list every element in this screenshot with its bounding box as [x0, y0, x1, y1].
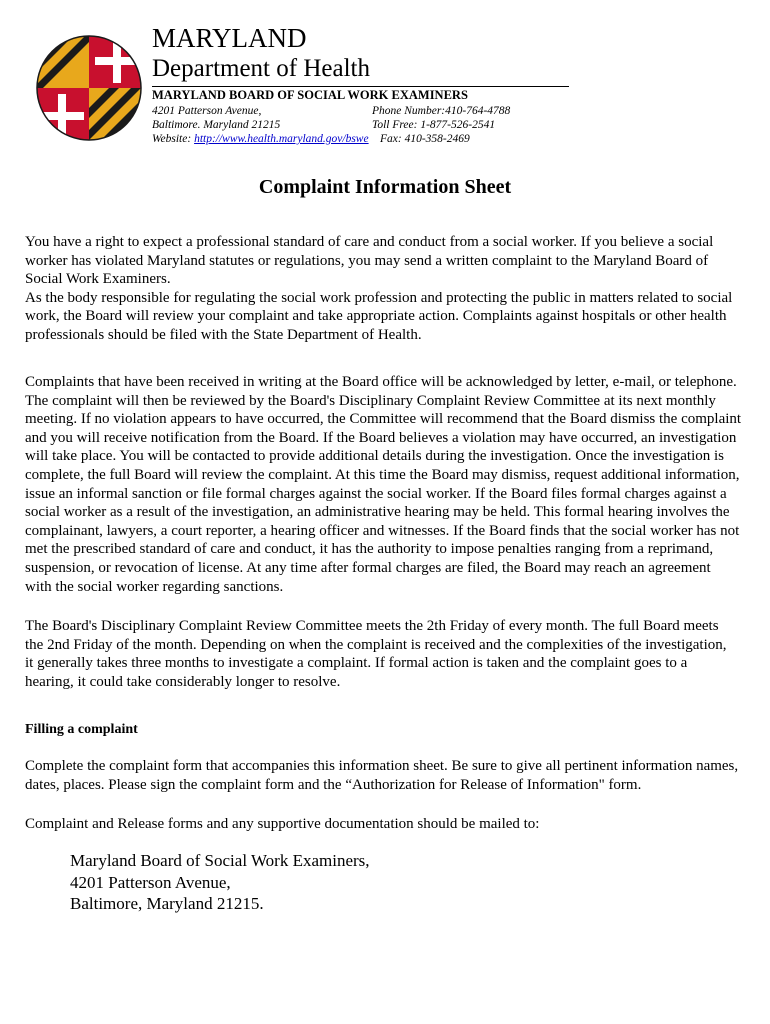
process-paragraph: Complaints that have been received in writing at the Board office will be acknowledged by letter, e-mail, or telephone. The complaint will then be reviewed by the Board's Disciplinary Complaint Review Committee at its next monthly meeting. If no violation appears to have occurred, the Committee will recommend that the Board dismiss the complaint and you will receive notification from the Board. If the Board believes a violation may have occurred, an investigation will take place. You will be contacted to provide additional details during the investigation. Once the investigation is complete, the full Board will review the complaint. At this time the Board may dismiss, request additional information, issue an informal sanction or file formal charges against the social worker. If the Board files formal charges against a social worker as a result of the investigation, an administrative hearing may be held. This formal hearing involves the complainant, lawyers, a court reporter, a hearing officer and witnesses. If the Board finds that the social worker has not met the prescribed standard of care and conduct, it has the authority to impose penalties ranging from a reprimand, suspension, or revocation of license. At any time after formal charges are filed, the Board may reach an agreement with the social worker regarding sanctions.: [25, 374, 742, 595]
department-title: Department of Health: [152, 55, 370, 82]
intro-paragraph: You have a right to expect a professional standard of care and conduct from a social worker. If you believe a social worker has violated Maryland statutes or regulations, you may send a written complaint to the Maryland Board of Social Work Examiners. As the body responsible for regulating the social work profession and protecting the public in matters related to social work, the Board will review your complaint and take appropriate action. Complaints against hospitals or other health professionals should be filed with the State Department of Health.: [25, 234, 733, 343]
schedule-paragraph: The Board's Disciplinary Complaint Review Committee meets the 2th Friday of every month. The full Board meets the 2nd Friday of the month. Depending on when the complaint is received and the complexities of the investigation, it generally takes three months to investigate a complaint. If formal action is taken and the complaint goes to a hearing, it could take considerably longer to resolve.: [25, 618, 727, 690]
address-line-2: Baltimore. Maryland 21215: [152, 119, 281, 131]
section-heading: Filling a complaint: [25, 722, 138, 737]
phone-number: Phone Number:410-764-4788: [372, 105, 511, 117]
website-line: [152, 132, 369, 146]
board-name: MARYLAND BOARD OF SOCIAL WORK EXAMINERS: [152, 88, 468, 102]
address-line-1: 4201 Patterson Avenue,: [152, 105, 262, 117]
mailing-instructions: Complaint and Release forms and any supportive documentation should be mailed to:: [25, 816, 540, 832]
toll-free-number: Toll Free: 1-877-526-2541: [372, 119, 496, 131]
maryland-seal-logo: [34, 33, 144, 143]
website-link[interactable]: http://www.health.maryland.gov/bswe: [194, 133, 369, 145]
website-label: Website:: [152, 133, 192, 145]
mailing-address: Maryland Board of Social Work Examiners, 4201 Patterson Avenue, Baltimore, Maryland 21215.: [70, 851, 370, 913]
fax-number: Fax: 410-358-2469: [380, 133, 470, 145]
document-title: Complaint Information Sheet: [258, 176, 512, 198]
state-title: MARYLAND: [152, 23, 307, 53]
instructions-paragraph: Complete the complaint form that accompanies this information sheet. Be sure to give all pertinent information names, dates, places. Please sign the complaint form and the “Authorization for Release of Information" form.: [25, 758, 739, 793]
